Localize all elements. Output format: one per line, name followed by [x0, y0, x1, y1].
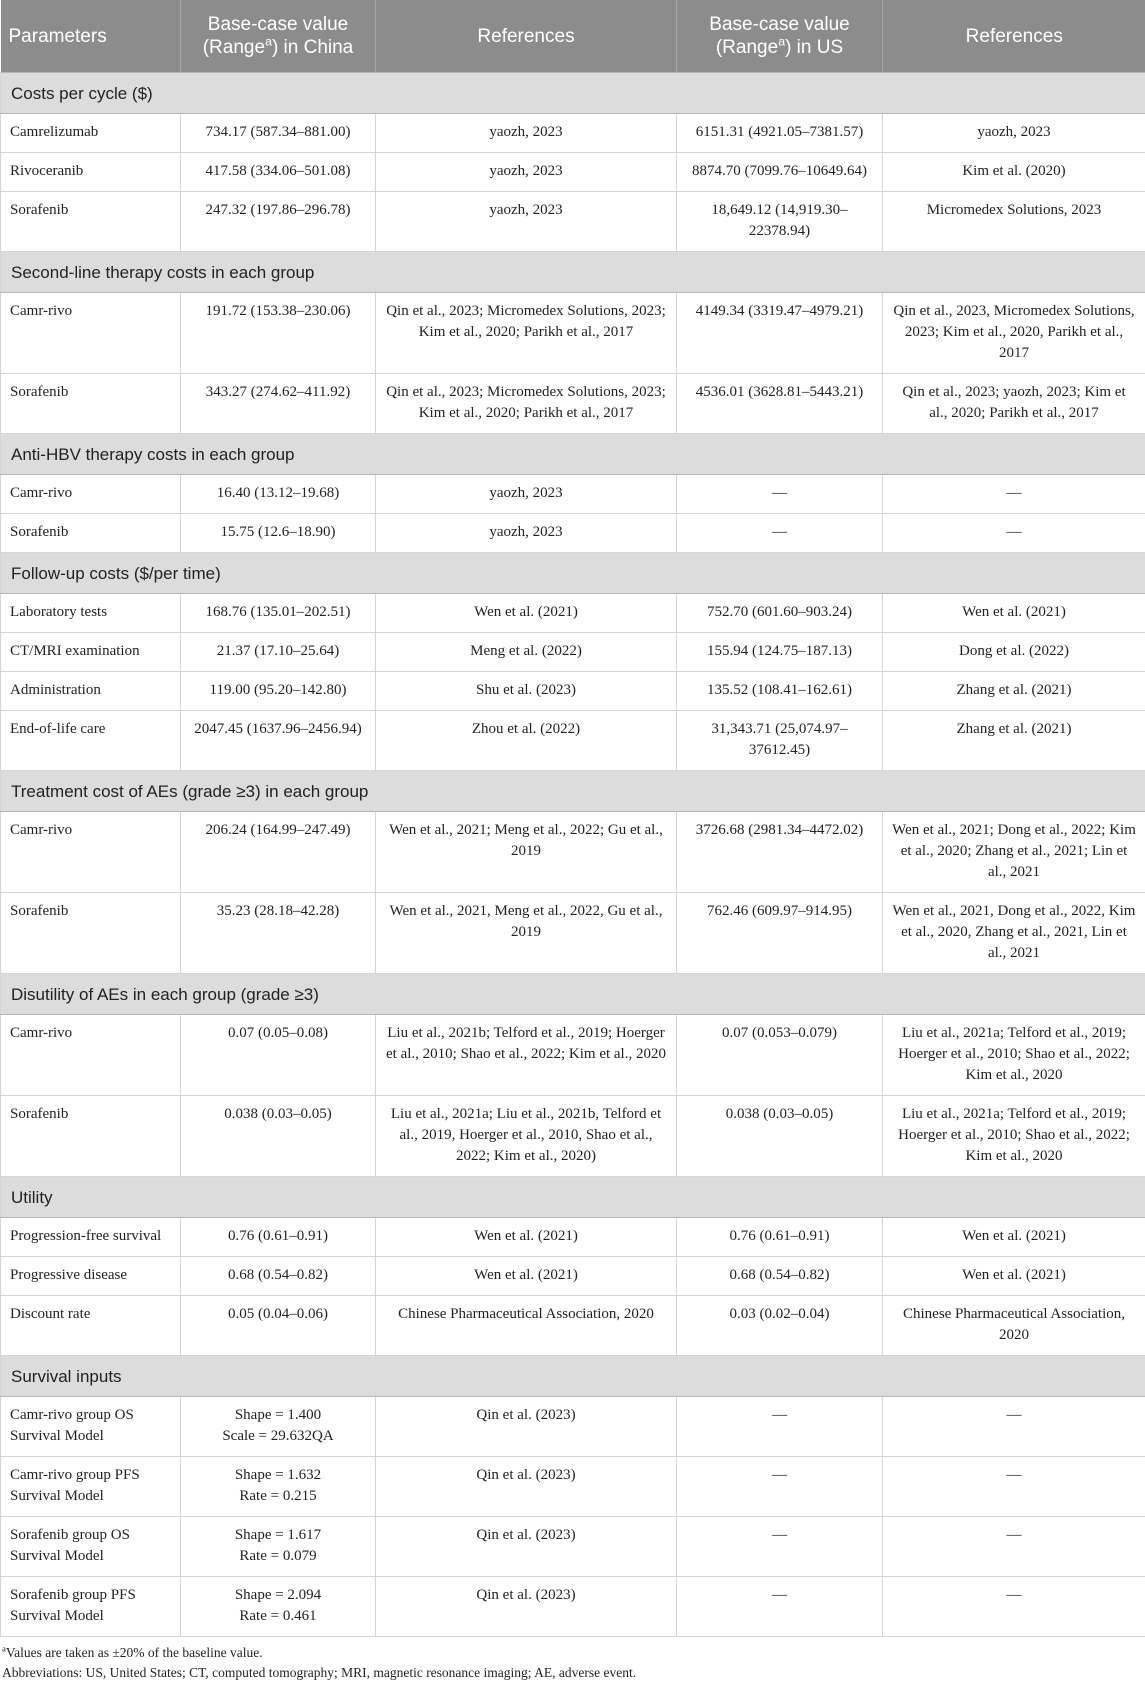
- section-title: Disutility of AEs in each group (grade ≥3): [1, 974, 1145, 1015]
- us-value-cell: 8874.70 (7099.76–10649.64): [677, 153, 883, 192]
- us-value-cell: 0.76 (0.61–0.91): [677, 1218, 883, 1257]
- us-reference-cell: —: [883, 1457, 1145, 1517]
- china-reference-cell: Qin et al. (2023): [376, 1397, 677, 1457]
- table-row: [1, 1096, 1145, 1177]
- us-reference-cell: Micromedex Solutions, 2023: [883, 192, 1145, 252]
- rate-value: Rate = 0.215: [239, 1488, 317, 1504]
- table-row: [1, 514, 1145, 553]
- shape-value: Shape = 1.617: [234, 1527, 322, 1543]
- us-value-cell: 762.46 (609.97–914.95): [677, 893, 883, 974]
- china-value-cell: [181, 1577, 376, 1637]
- table-footnotes: [0, 1637, 1145, 1683]
- section-title: Treatment cost of AEs (grade ≥3) in each group: [1, 771, 1145, 812]
- china-reference-cell: Wen et al., 2021, Meng et al., 2022, Gu et al., 2019: [376, 893, 677, 974]
- section-row: [1, 771, 1145, 812]
- parameter-cell: Camr-rivo: [1, 293, 181, 374]
- china-value-cell: [181, 1397, 376, 1457]
- china-reference-cell: Wen et al., 2021; Meng et al., 2022; Gu et al., 2019: [376, 812, 677, 893]
- us-value-cell: 0.68 (0.54–0.82): [677, 1257, 883, 1296]
- china-reference-cell: Chinese Pharmaceutical Association, 2020: [376, 1296, 677, 1356]
- table-row: [1, 594, 1145, 633]
- table-row: [1, 812, 1145, 893]
- china-value-cell: 0.68 (0.54–0.82): [181, 1257, 376, 1296]
- china-reference-cell: Meng et al. (2022): [376, 633, 677, 672]
- table-row: [1, 293, 1145, 374]
- china-value-cell: 2047.45 (1637.96–2456.94): [181, 711, 376, 771]
- china-reference-cell: yaozh, 2023: [376, 153, 677, 192]
- section-row: [1, 1356, 1145, 1397]
- section-row: [1, 974, 1145, 1015]
- us-value-cell: 135.52 (108.41–162.61): [677, 672, 883, 711]
- us-value-cell: 4149.34 (3319.47–4979.21): [677, 293, 883, 374]
- us-reference-cell: Zhang et al. (2021): [883, 711, 1145, 771]
- parameter-cell: Laboratory tests: [1, 594, 181, 633]
- us-value-cell: 6151.31 (4921.05–7381.57): [677, 114, 883, 153]
- us-value-cell: —: [677, 1517, 883, 1577]
- parameter-cell: Sorafenib group PFS Survival Model: [1, 1577, 181, 1637]
- china-value-cell: 0.05 (0.04–0.06): [181, 1296, 376, 1356]
- us-reference-cell: —: [883, 475, 1145, 514]
- china-reference-cell: Wen et al. (2021): [376, 1257, 677, 1296]
- parameter-cell: Sorafenib: [1, 192, 181, 252]
- header-base-case-us: Base-case value (Range$^a$) in US: [677, 0, 883, 73]
- us-reference-cell: Liu et al., 2021a; Telford et al., 2019; Hoerger et al., 2010; Shao et al., 2022; Kim et al., 2020: [883, 1015, 1145, 1096]
- china-reference-cell: Qin et al., 2023; Micromedex Solutions, 2023; Kim et al., 2020; Parikh et al., 2017: [376, 374, 677, 434]
- china-reference-cell: Qin et al. (2023): [376, 1457, 677, 1517]
- us-reference-cell: yaozh, 2023: [883, 114, 1145, 153]
- range-footnote: $^a$Values are taken as ±20% of the baseline value.: [2, 1643, 263, 1660]
- us-reference-cell: Liu et al., 2021a; Telford et al., 2019; Hoerger et al., 2010; Shao et al., 2022; Kim et al., 2020: [883, 1096, 1145, 1177]
- parameter-cell: End-of-life care: [1, 711, 181, 771]
- header-row: [1, 0, 1145, 73]
- parameter-cell: Sorafenib: [1, 374, 181, 434]
- us-reference-cell: Wen et al. (2021): [883, 594, 1145, 633]
- table-row: [1, 1218, 1145, 1257]
- us-reference-cell: —: [883, 1517, 1145, 1577]
- china-reference-cell: yaozh, 2023: [376, 114, 677, 153]
- china-value-cell: 35.23 (28.18–42.28): [181, 893, 376, 974]
- china-reference-cell: Shu et al. (2023): [376, 672, 677, 711]
- us-value-cell: —: [677, 1577, 883, 1637]
- parameter-cell: Camr-rivo group PFS Survival Model: [1, 1457, 181, 1517]
- table-row: [1, 1397, 1145, 1457]
- table-row: [1, 1296, 1145, 1356]
- section-title: Follow-up costs ($/per time): [1, 553, 1145, 594]
- us-reference-cell: —: [883, 514, 1145, 553]
- table-row: [1, 153, 1145, 192]
- us-reference-cell: Qin et al., 2023, Micromedex Solutions, 2023; Kim et al., 2020, Parikh et al., 2017: [883, 293, 1145, 374]
- us-reference-cell: Wen et al. (2021): [883, 1257, 1145, 1296]
- rate-value: Rate = 0.461: [239, 1608, 317, 1624]
- china-value-cell: 0.76 (0.61–0.91): [181, 1218, 376, 1257]
- shape-value: Shape = 1.400: [234, 1407, 322, 1423]
- china-reference-cell: Liu et al., 2021a; Liu et al., 2021b, Telford et al., 2019, Hoerger et al., 2010, Shao et al., 2022; Kim et al., 2020): [376, 1096, 677, 1177]
- parameter-cell: CT/MRI examination: [1, 633, 181, 672]
- china-value-cell: 21.37 (17.10–25.64): [181, 633, 376, 672]
- china-value-cell: 343.27 (274.62–411.92): [181, 374, 376, 434]
- table-row: [1, 672, 1145, 711]
- parameter-cell: Camr-rivo: [1, 1015, 181, 1096]
- us-value-cell: 0.038 (0.03–0.05): [677, 1096, 883, 1177]
- table-row: [1, 1015, 1145, 1096]
- header-base-case-china: Base-case value (Range$^a$) in China: [181, 0, 376, 73]
- us-value-cell: —: [677, 1457, 883, 1517]
- parameter-cell: Camr-rivo: [1, 475, 181, 514]
- section-row: [1, 73, 1145, 114]
- china-value-cell: 16.40 (13.12–19.68): [181, 475, 376, 514]
- table-row: [1, 1577, 1145, 1637]
- china-reference-cell: Qin et al., 2023; Micromedex Solutions, 2023; Kim et al., 2020; Parikh et al., 2017: [376, 293, 677, 374]
- china-value-cell: 0.038 (0.03–0.05): [181, 1096, 376, 1177]
- china-value-cell: 0.07 (0.05–0.08): [181, 1015, 376, 1096]
- china-reference-cell: Qin et al. (2023): [376, 1577, 677, 1637]
- us-reference-cell: —: [883, 1577, 1145, 1637]
- table-row: [1, 633, 1145, 672]
- header-references-china: References: [376, 0, 677, 73]
- section-title: Costs per cycle ($): [1, 73, 1145, 114]
- scale-value: Scale = 29.632QA: [222, 1428, 334, 1444]
- section-title: Utility: [1, 1177, 1145, 1218]
- china-value-cell: 191.72 (153.38–230.06): [181, 293, 376, 374]
- us-reference-cell: Wen et al., 2021; Dong et al., 2022; Kim et al., 2020; Zhang et al., 2021; Lin et al., 2021: [883, 812, 1145, 893]
- china-value-cell: 168.76 (135.01–202.51): [181, 594, 376, 633]
- us-reference-cell: Wen et al. (2021): [883, 1218, 1145, 1257]
- table-row: [1, 475, 1145, 514]
- parameter-cell: Discount rate: [1, 1296, 181, 1356]
- china-value-cell: 119.00 (95.20–142.80): [181, 672, 376, 711]
- us-reference-cell: Wen et al., 2021, Dong et al., 2022, Kim et al., 2020, Zhang et al., 2021, Lin et al., 2021: [883, 893, 1145, 974]
- us-reference-cell: Qin et al., 2023; yaozh, 2023; Kim et al., 2020; Parikh et al., 2017: [883, 374, 1145, 434]
- us-value-cell: 18,649.12 (14,919.30–22378.94): [677, 192, 883, 252]
- china-reference-cell: yaozh, 2023: [376, 475, 677, 514]
- table-row: [1, 711, 1145, 771]
- china-reference-cell: Wen et al. (2021): [376, 594, 677, 633]
- us-value-cell: 752.70 (601.60–903.24): [677, 594, 883, 633]
- parameter-cell: Sorafenib: [1, 514, 181, 553]
- us-value-cell: 31,343.71 (25,074.97–37612.45): [677, 711, 883, 771]
- parameter-cell: Rivoceranib: [1, 153, 181, 192]
- section-title: Anti-HBV therapy costs in each group: [1, 434, 1145, 475]
- table-row: [1, 192, 1145, 252]
- us-value-cell: 0.07 (0.053–0.079): [677, 1015, 883, 1096]
- shape-value: Shape = 2.094: [234, 1587, 322, 1603]
- us-value-cell: 4536.01 (3628.81–5443.21): [677, 374, 883, 434]
- china-reference-cell: yaozh, 2023: [376, 192, 677, 252]
- us-reference-cell: Kim et al. (2020): [883, 153, 1145, 192]
- section-row: [1, 434, 1145, 475]
- parameter-cell: Sorafenib group OS Survival Model: [1, 1517, 181, 1577]
- china-value-cell: 734.17 (587.34–881.00): [181, 114, 376, 153]
- china-value-cell: 206.24 (164.99–247.49): [181, 812, 376, 893]
- china-reference-cell: Zhou et al. (2022): [376, 711, 677, 771]
- china-reference-cell: Liu et al., 2021b; Telford et al., 2019; Hoerger et al., 2010; Shao et al., 2022; Kim et al., 2020: [376, 1015, 677, 1096]
- china-reference-cell: Qin et al. (2023): [376, 1517, 677, 1577]
- header-references-us: References: [883, 0, 1145, 73]
- us-value-cell: 3726.68 (2981.34–4472.02): [677, 812, 883, 893]
- us-value-cell: —: [677, 1397, 883, 1457]
- china-value-cell: [181, 1517, 376, 1577]
- table-row: [1, 114, 1145, 153]
- parameter-cell: Sorafenib: [1, 893, 181, 974]
- parameter-cell: Progression-free survival: [1, 1218, 181, 1257]
- parameter-cell: Camr-rivo group OS Survival Model: [1, 1397, 181, 1457]
- us-reference-cell: —: [883, 1397, 1145, 1457]
- header-parameters: Parameters: [1, 0, 181, 73]
- parameter-cell: Progressive disease: [1, 1257, 181, 1296]
- us-value-cell: —: [677, 475, 883, 514]
- section-row: [1, 252, 1145, 293]
- parameter-cell: Sorafenib: [1, 1096, 181, 1177]
- us-reference-cell: Zhang et al. (2021): [883, 672, 1145, 711]
- section-row: [1, 1177, 1145, 1218]
- rate-value: Rate = 0.079: [239, 1548, 317, 1564]
- us-reference-cell: Dong et al. (2022): [883, 633, 1145, 672]
- parameter-cell: Camr-rivo: [1, 812, 181, 893]
- china-reference-cell: yaozh, 2023: [376, 514, 677, 553]
- china-reference-cell: Wen et al. (2021): [376, 1218, 677, 1257]
- abbreviations-footnote: Abbreviations: US, United States; CT, computed tomography; MRI, magnetic resonance imaging; AE, adverse event.: [2, 1665, 637, 1680]
- china-value-cell: 247.32 (197.86–296.78): [181, 192, 376, 252]
- china-value-cell: 15.75 (12.6–18.90): [181, 514, 376, 553]
- table-row: [1, 1517, 1145, 1577]
- table-row: [1, 1257, 1145, 1296]
- table-row: [1, 893, 1145, 974]
- parameter-cell: Administration: [1, 672, 181, 711]
- us-value-cell: 0.03 (0.02–0.04): [677, 1296, 883, 1356]
- us-reference-cell: Chinese Pharmaceutical Association, 2020: [883, 1296, 1145, 1356]
- table-row: [1, 1457, 1145, 1517]
- us-value-cell: —: [677, 514, 883, 553]
- section-title: Second-line therapy costs in each group: [1, 252, 1145, 293]
- shape-value: Shape = 1.632: [234, 1467, 322, 1483]
- section-row: [1, 553, 1145, 594]
- parameter-cell: Camrelizumab: [1, 114, 181, 153]
- section-title: Survival inputs: [1, 1356, 1145, 1397]
- china-value-cell: 417.58 (334.06–501.08): [181, 153, 376, 192]
- table-row: [1, 374, 1145, 434]
- us-value-cell: 155.94 (124.75–187.13): [677, 633, 883, 672]
- china-value-cell: [181, 1457, 376, 1517]
